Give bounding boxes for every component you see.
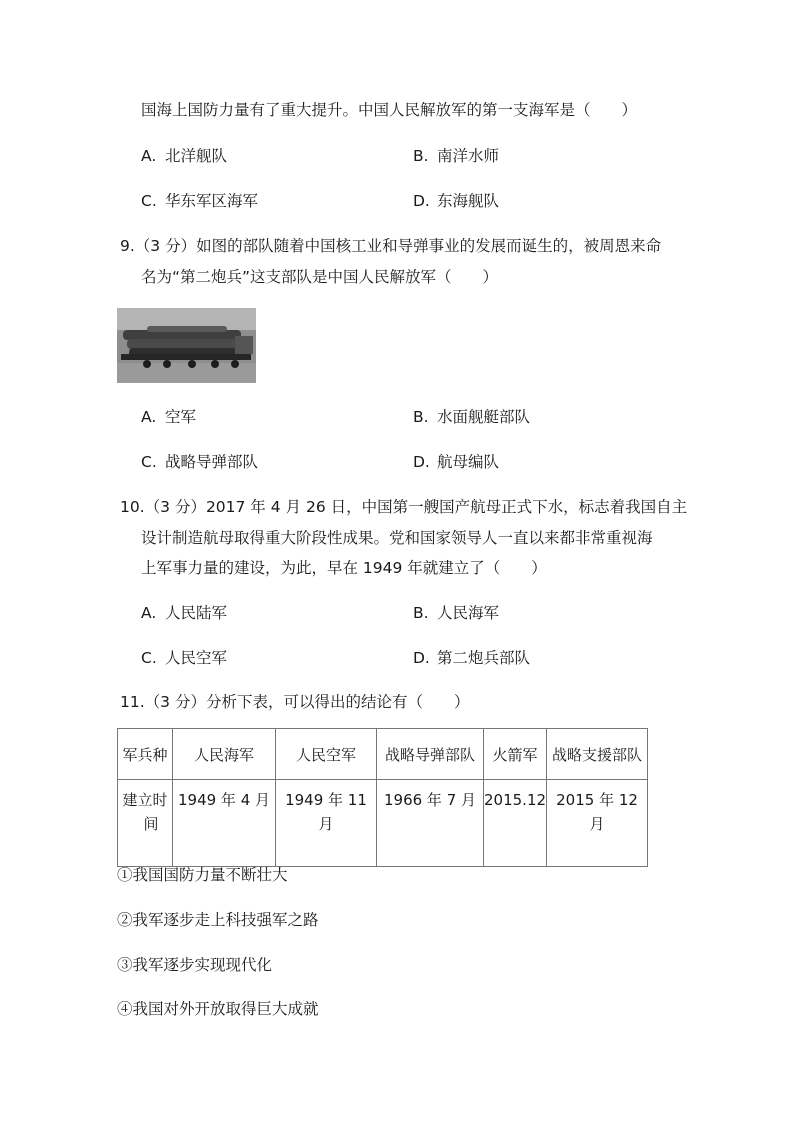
- option-text: 空军: [165, 408, 197, 426]
- table-cell: 1949 年 4 月: [173, 780, 276, 867]
- q11-statement-1: ①我国国防力量不断壮大: [117, 866, 288, 884]
- q8-option-c[interactable]: [141, 190, 258, 212]
- option-label: B.: [413, 604, 429, 622]
- table-cell: 2015.12: [484, 780, 547, 867]
- option-label: D.: [413, 192, 430, 210]
- table-header-cell: 军兵种: [118, 729, 173, 780]
- q9-option-a[interactable]: [141, 406, 196, 428]
- q10-option-d[interactable]: [413, 647, 530, 669]
- q9-stem-line1: 9.（3 分）如图的部队随着中国核工业和导弹事业的发展而诞生的，被周恩来命: [120, 237, 662, 255]
- option-text: 航母编队: [437, 453, 500, 471]
- row-label-line1: 建立时: [122, 791, 168, 809]
- option-text: 人民空军: [165, 649, 228, 667]
- option-text: 南洋水师: [437, 147, 500, 165]
- q8-option-a[interactable]: [141, 145, 227, 167]
- table-cell: 2015 年 12 月: [547, 780, 648, 867]
- q9-option-d[interactable]: [413, 451, 499, 473]
- q10-option-b[interactable]: [413, 602, 499, 624]
- option-label: C.: [141, 453, 157, 471]
- option-label: B.: [413, 147, 429, 165]
- q11-statement-2: ②我军逐步走上科技强军之路: [117, 911, 319, 929]
- table-header-cell: 战略支援部队: [547, 729, 648, 780]
- option-text: 水面舰艇部队: [437, 408, 531, 426]
- q10-stem-line1: 10.（3 分）2017 年 4 月 26 日，中国第一艘国产航母正式下水，标志着我国自主: [120, 498, 688, 516]
- table-row: [118, 780, 648, 867]
- q8-option-b[interactable]: [413, 145, 499, 167]
- table-cell: 1966 年 7 月: [377, 780, 484, 867]
- q10-stem-line2: 设计制造航母取得重大阶段性成果。党和国家领导人一直以来都非常重视海: [141, 529, 653, 547]
- option-text: 战略导弹部队: [165, 453, 259, 471]
- table-header-cell: 战略导弹部队: [377, 729, 484, 780]
- option-label: D.: [413, 649, 430, 667]
- q8-tail-text: 国海上国防力量有了重大提升。中国人民解放军的第一支海军是（ ）: [141, 101, 638, 119]
- option-text: 北洋舰队: [165, 147, 228, 165]
- q11-statement-3: ③我军逐步实现现代化: [117, 956, 273, 974]
- military-branches-table: [117, 728, 648, 867]
- table-header-row: [118, 729, 648, 780]
- option-label: D.: [413, 453, 430, 471]
- option-label: A.: [141, 408, 157, 426]
- option-text: 人民陆军: [165, 604, 228, 622]
- q9-option-c[interactable]: [141, 451, 258, 473]
- missile-photo: [117, 308, 256, 383]
- row-label-line2: 间: [143, 815, 159, 833]
- option-text: 华东军区海军: [165, 192, 259, 210]
- option-label: A.: [141, 147, 157, 165]
- table-cell: 1949 年 11 月: [276, 780, 377, 867]
- option-text: 人民海军: [437, 604, 500, 622]
- table-row-label: [118, 780, 173, 867]
- q8-option-d[interactable]: [413, 190, 499, 212]
- option-text: 第二炮兵部队: [437, 649, 531, 667]
- q10-option-c[interactable]: [141, 647, 227, 669]
- q11-stem: 11.（3 分）分析下表，可以得出的结论有（ ）: [120, 693, 470, 711]
- option-label: B.: [413, 408, 429, 426]
- table-header-cell: 火箭军: [484, 729, 547, 780]
- option-label: C.: [141, 649, 157, 667]
- q9-stem-line2: 名为“第二炮兵”这支部队是中国人民解放军（ ）: [141, 268, 499, 286]
- q9-option-b[interactable]: [413, 406, 530, 428]
- table-header-cell: 人民海军: [173, 729, 276, 780]
- option-label: A.: [141, 604, 157, 622]
- q11-statement-4: ④我国对外开放取得巨大成就: [117, 1000, 319, 1018]
- table-header-cell: 人民空军: [276, 729, 377, 780]
- option-text: 东海舰队: [437, 192, 500, 210]
- option-label: C.: [141, 192, 157, 210]
- q10-stem-line3: 上军事力量的建设，为此，早在 1949 年就建立了（ ）: [141, 559, 547, 577]
- q10-option-a[interactable]: [141, 602, 227, 624]
